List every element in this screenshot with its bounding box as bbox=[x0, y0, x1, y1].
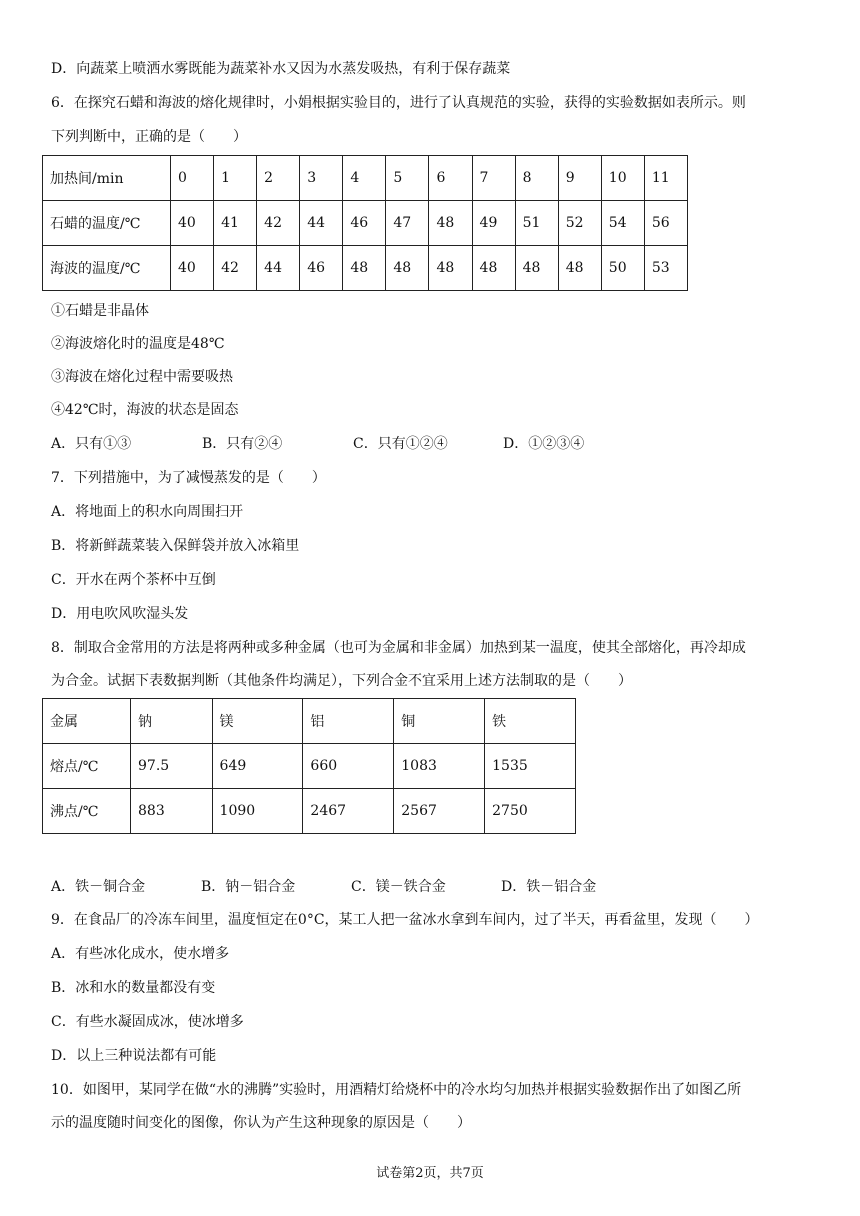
q9-stem: 9．在食品厂的冷冻车间里，温度恒定在0°C，某工人把一盆冰水拿到车间内，过了半天，再看盆里，发现（ ） bbox=[51, 912, 759, 928]
q6-table-cell: 46 bbox=[300, 246, 343, 291]
q6-option-d: D．①②③④ bbox=[503, 436, 585, 452]
q6-table-cell: 42 bbox=[257, 201, 300, 246]
q8-table-cell: 883 bbox=[131, 789, 213, 834]
q6-table-cell: 1 bbox=[214, 156, 257, 201]
q8-table-cell: 660 bbox=[303, 744, 394, 789]
q6-table-cell: 54 bbox=[601, 201, 644, 246]
q7-stem: 7．下列措施中，为了减慢蒸发的是（ ） bbox=[51, 470, 326, 486]
q6-table-cell: 10 bbox=[601, 156, 644, 201]
q8-table-cell: 钠 bbox=[131, 699, 213, 744]
q6-table-cell: 0 bbox=[171, 156, 214, 201]
q8-table-row bbox=[43, 789, 576, 834]
q6-statement-2: ②海波熔化时的温度是48℃ bbox=[51, 336, 225, 352]
q6-statement-3: ③海波在熔化过程中需要吸热 bbox=[51, 369, 233, 385]
q8-table-row bbox=[43, 744, 576, 789]
q10-stem-line2: 示的温度随时间变化的图像，你认为产生这种现象的原因是（ ） bbox=[51, 1115, 471, 1131]
q6-option-a: A．只有①③ bbox=[51, 436, 132, 452]
q8-table-cell: 1535 bbox=[485, 744, 576, 789]
q6-table-cell: 海波的温度/℃ bbox=[43, 246, 171, 291]
q8-table-cell: 97.5 bbox=[131, 744, 213, 789]
q6-table-cell: 56 bbox=[644, 201, 687, 246]
q8-table-cell: 2750 bbox=[485, 789, 576, 834]
q6-table-cell: 48 bbox=[472, 246, 515, 291]
q10-stem-line1: 10．如图甲，某同学在做“水的沸腾”实验时，用酒精灯给烧杯中的冷水均匀加热并根据实验数据作出了如图乙所 bbox=[51, 1082, 742, 1098]
q6-table-cell: 47 bbox=[386, 201, 429, 246]
q6-table-row bbox=[43, 156, 688, 201]
q6-data-table bbox=[42, 155, 688, 291]
q6-table-cell: 7 bbox=[472, 156, 515, 201]
q6-stem-line2: 下列判断中，正确的是（ ） bbox=[51, 129, 247, 145]
q7-option-b: B．将新鲜蔬菜装入保鲜袋并放入冰箱里 bbox=[51, 538, 300, 554]
q6-table-cell: 6 bbox=[429, 156, 472, 201]
q8-stem-line2: 为合金。试据下表数据判断（其他条件均满足），下列合金不宜采用上述方法制取的是（ ） bbox=[51, 673, 632, 689]
q6-table-cell: 40 bbox=[171, 201, 214, 246]
q8-metal-table bbox=[42, 698, 576, 834]
q8-table-cell: 沸点/℃ bbox=[43, 789, 131, 834]
q8-options bbox=[51, 877, 596, 897]
q9-option-b: B．冰和水的数量都没有变 bbox=[51, 980, 216, 996]
q6-table-row bbox=[43, 246, 688, 291]
q6-table-cell: 42 bbox=[214, 246, 257, 291]
q8-table-cell: 铜 bbox=[394, 699, 485, 744]
q6-table-cell: 11 bbox=[644, 156, 687, 201]
q6-option-b: B．只有②④ bbox=[202, 436, 283, 452]
q6-table-cell: 50 bbox=[601, 246, 644, 291]
q8-stem-line1: 8．制取合金常用的方法是将两种或多种金属（也可为金属和非金属）加热到某一温度，使其全部熔化，再冷却成 bbox=[51, 640, 746, 656]
q8-option-c: C．镁－铁合金 bbox=[351, 879, 446, 895]
q6-table-cell: 48 bbox=[515, 246, 558, 291]
q8-option-b: B．钠－铝合金 bbox=[201, 879, 296, 895]
q8-option-d: D．铁－铝合金 bbox=[501, 879, 597, 895]
q8-table-cell: 熔点/℃ bbox=[43, 744, 131, 789]
q6-table-cell: 石蜡的温度/℃ bbox=[43, 201, 171, 246]
q6-table-cell: 40 bbox=[171, 246, 214, 291]
q6-table-cell: 44 bbox=[257, 246, 300, 291]
q6-stem-line1: 6．在探究石蜡和海波的熔化规律时，小娟根据实验目的，进行了认真规范的实验，获得的实验数据如表所示。则 bbox=[51, 95, 746, 111]
q6-table-cell: 49 bbox=[472, 201, 515, 246]
q5-option-d: D．向蔬菜上喷洒水雾既能为蔬菜补水又因为水蒸发吸热，有利于保存蔬菜 bbox=[51, 61, 511, 77]
q8-table-cell: 2567 bbox=[394, 789, 485, 834]
q8-table-row bbox=[43, 699, 576, 744]
q9-option-c: C．有些水凝固成冰，使冰增多 bbox=[51, 1014, 244, 1030]
q8-table-cell: 649 bbox=[212, 744, 303, 789]
q6-table-cell: 48 bbox=[343, 246, 386, 291]
q8-table-cell: 镁 bbox=[212, 699, 303, 744]
q6-table-cell: 52 bbox=[558, 201, 601, 246]
q8-table-cell: 金属 bbox=[43, 699, 131, 744]
q6-table-cell: 3 bbox=[300, 156, 343, 201]
q9-option-a: A．有些冰化成水，使水增多 bbox=[51, 946, 230, 962]
q8-table-cell: 铁 bbox=[485, 699, 576, 744]
q9-option-d: D．以上三种说法都有可能 bbox=[51, 1048, 217, 1064]
q6-table-cell: 48 bbox=[386, 246, 429, 291]
q6-table-row bbox=[43, 201, 688, 246]
q6-table-cell: 53 bbox=[644, 246, 687, 291]
q7-option-a: A．将地面上的积水向周围扫开 bbox=[51, 504, 244, 520]
q6-table-cell: 8 bbox=[515, 156, 558, 201]
q6-table-cell: 5 bbox=[386, 156, 429, 201]
q8-table-cell: 1090 bbox=[212, 789, 303, 834]
q6-table-cell: 48 bbox=[429, 246, 472, 291]
q7-option-c: C．开水在两个茶杯中互倒 bbox=[51, 572, 216, 588]
q7-option-d: D．用电吹风吹湿头发 bbox=[51, 606, 189, 622]
q6-table-cell: 46 bbox=[343, 201, 386, 246]
q8-option-a: A．铁－铜合金 bbox=[51, 879, 146, 895]
q6-statement-4: ④42℃时，海波的状态是固态 bbox=[51, 402, 239, 418]
q8-table-cell: 2467 bbox=[303, 789, 394, 834]
q6-statement-1: ①石蜡是非晶体 bbox=[51, 303, 149, 319]
q6-table-cell: 44 bbox=[300, 201, 343, 246]
q8-table-cell: 铝 bbox=[303, 699, 394, 744]
q6-table-cell: 48 bbox=[429, 201, 472, 246]
q6-table-cell: 41 bbox=[214, 201, 257, 246]
q6-option-c: C．只有①②④ bbox=[353, 436, 448, 452]
q6-table-cell: 51 bbox=[515, 201, 558, 246]
q6-table-cell: 加热间/min bbox=[43, 156, 171, 201]
q8-table-cell: 1083 bbox=[394, 744, 485, 789]
q6-table-cell: 48 bbox=[558, 246, 601, 291]
q6-table-cell: 2 bbox=[257, 156, 300, 201]
q6-table-cell: 4 bbox=[343, 156, 386, 201]
q6-options bbox=[51, 434, 584, 454]
page-footer: 试卷第2页，共7页 bbox=[376, 1166, 484, 1181]
q6-table-cell: 9 bbox=[558, 156, 601, 201]
